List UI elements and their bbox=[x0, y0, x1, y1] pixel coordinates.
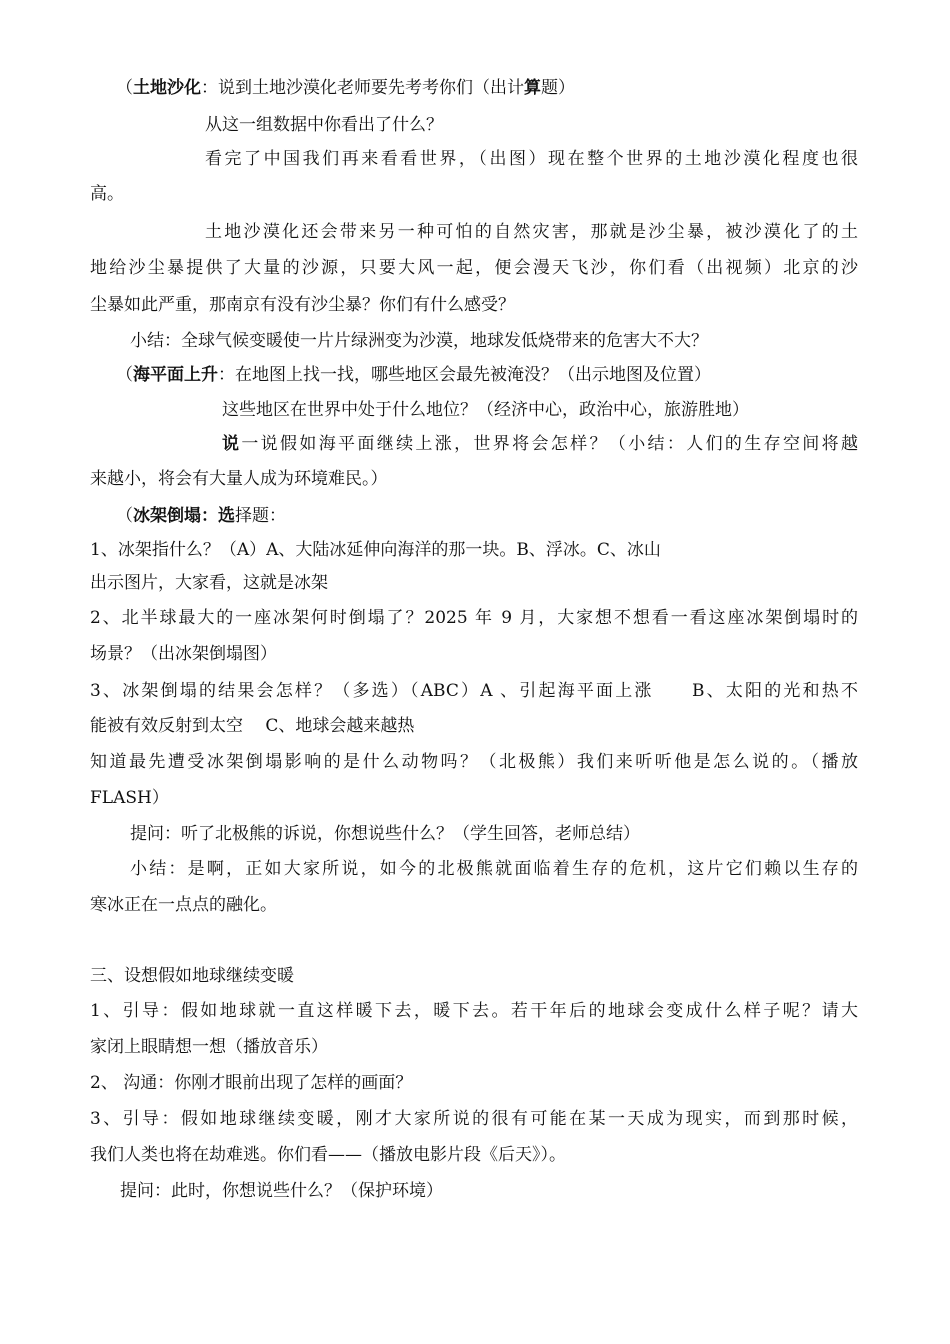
section-desertification bbox=[116, 78, 575, 98]
summary-polar-line2: 寒冰正在一点点的融化。 bbox=[90, 895, 277, 915]
paragraph-world-line2: 高。 bbox=[90, 184, 124, 204]
communicate-2: 2、 沟通：你刚才眼前出现了怎样的画面？ bbox=[90, 1073, 413, 1093]
open-paren: （ bbox=[116, 506, 133, 526]
question-region-status: 这些地区在世界中处于什么地位？（经济中心，政治中心，旅游胜地） bbox=[222, 400, 749, 420]
open-paren: （ bbox=[116, 365, 133, 385]
guide-1-line1: 1、引导：假如地球就一直这样暖下去，暖下去。若干年后的地球会变成什么样子呢？请大 bbox=[90, 1001, 858, 1021]
paragraph-world-line1: 看完了中国我们再来看看世界，（出图）现在整个世界的土地沙漠化程度也很 bbox=[205, 149, 858, 169]
bold-xuan: 选 bbox=[218, 506, 235, 526]
summary-polar-line1: 小结：是啊，正如大家所说，如今的北极熊就面临着生存的危机，这片它们赖以生存的 bbox=[130, 859, 858, 879]
heading-sea-level: 海平面上升 bbox=[133, 365, 218, 385]
guide-1-line2: 家闭上眼睛想一想（播放音乐） bbox=[90, 1037, 328, 1057]
guide-3-line1: 3、引导：假如地球继续变暖，刚才大家所说的很有可能在某一天成为现实，而到那时候， bbox=[90, 1109, 858, 1129]
question-data: 从这一组数据中你看出了什么？ bbox=[205, 115, 443, 135]
question-3-line2: 能被有效反射到太空 C、地球会越来越热 bbox=[90, 716, 415, 736]
section-sea-level bbox=[116, 365, 711, 385]
heading-ice-shelf: 冰架倒塌 bbox=[133, 506, 201, 526]
bold-shuo: 说 bbox=[222, 434, 242, 454]
paragraph-sandstorm-line3: 尘暴如此严重，那南京有没有沙尘暴？你们有什么感受？ bbox=[90, 295, 515, 315]
section-3-title: 三、设想假如地球继续变暖 bbox=[90, 966, 294, 986]
paragraph-sandstorm-line2: 地给沙尘暴提供了大量的沙源，只要大风一起，便会漫天飞沙，你们看（出视频）北京的沙 bbox=[90, 258, 858, 278]
choice-question-label: 择题： bbox=[235, 506, 286, 526]
sea-level-intro: ：在地图上找一找，哪些地区会最先被淹没？（出示地图及位置） bbox=[218, 365, 711, 385]
question-2-line2: 场景？（出冰架倒塌图） bbox=[90, 644, 277, 664]
ask-polar-bear: 提问：听了北极熊的诉说，你想说些什么？（学生回答，老师总结） bbox=[130, 824, 640, 844]
polar-bear-line1: 知道最先遭受冰架倒塌影响的是什么动物吗？（北极熊）我们来听听他是怎么说的。（播放 bbox=[90, 752, 858, 772]
question-2-line1: 2、北半球最大的一座冰架何时倒塌了？2025 年 9 月，大家想不想看一看这座冰架倒塌时的 bbox=[90, 608, 858, 628]
heading-colon: ： bbox=[201, 506, 218, 526]
sea-rise-text: 一说假如海平面继续上涨，世界将会怎样？（小结：人们的生存空间将越 bbox=[241, 434, 858, 454]
ask-final: 提问：此时，你想说些什么？（保护环境） bbox=[120, 1181, 443, 1201]
guide-3-line2: 我们人类也将在劫难逃。你们看——（播放电影片段《后天》）。 bbox=[90, 1145, 566, 1165]
paragraph-sea-rise-line1 bbox=[222, 434, 858, 454]
question-1: 1、冰架指什么？（A）A、大陆冰延伸向海洋的那一块。B、浮冰。C、冰山 bbox=[90, 540, 661, 560]
heading-desertification: 土地沙化 bbox=[133, 78, 201, 98]
polar-bear-line2: FLASH） bbox=[90, 788, 169, 808]
bold-char: 算 bbox=[524, 78, 541, 98]
desertification-intro-end: 题） bbox=[541, 78, 575, 98]
open-paren: （ bbox=[116, 78, 133, 98]
summary-desertification: 小结：全球气候变暖使一片片绿洲变为沙漠，地球发低烧带来的危害大不大？ bbox=[130, 331, 708, 351]
question-1-note: 出示图片，大家看，这就是冰架 bbox=[90, 573, 328, 593]
question-3-line1: 3、冰架倒塌的结果会怎样？（多选）（ABC）A 、引起海平面上涨 B、太阳的光和热不 bbox=[90, 681, 858, 701]
paragraph-sandstorm-line1: 土地沙漠化还会带来另一种可怕的自然灾害，那就是沙尘暴，被沙漠化了的土 bbox=[205, 222, 858, 242]
paragraph-sea-rise-line2: 来越小，将会有大量人成为环境难民。） bbox=[90, 469, 388, 489]
desertification-intro: ：说到土地沙漠化老师要先考考你们（出计 bbox=[201, 78, 524, 98]
section-ice-shelf bbox=[116, 506, 286, 526]
